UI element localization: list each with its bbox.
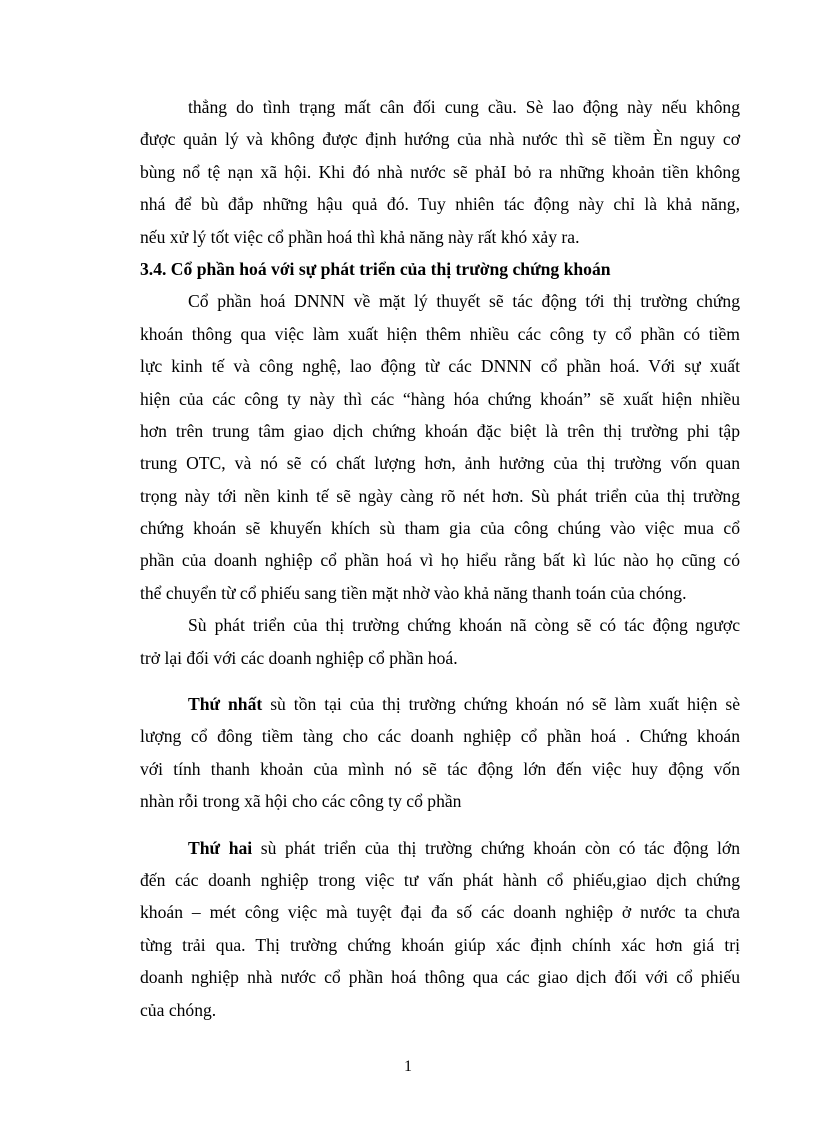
text-line: nếu xử lý tốt việc cổ phần hoá thì khả năng này rất khó xảy ra.: [140, 226, 580, 247]
text-line: trở lại đối với các doanh nghiệp cổ phần hoá.: [140, 647, 458, 668]
text-line: [140, 832, 740, 864]
paragraph: [140, 91, 740, 253]
text-line: được quản lý và không được định hướng của nhà nước thì sẽ tiềm Èn nguy cơ: [140, 129, 740, 150]
text-line: [140, 688, 740, 720]
paragraph: [140, 285, 740, 609]
text-line: của chóng.: [140, 999, 217, 1020]
text-line: doanh nghiệp nhà nước cổ phần hoá thông qua các giao dịch đối với cổ phiếu: [140, 967, 740, 988]
text-line: chứng khoán sẽ khuyến khích sù tham gia của công chúng vào việc mua cổ: [140, 518, 740, 539]
text-line: hiện của các công ty này thì các “hàng hóa chứng khoán” sẽ xuất hiện nhiều: [140, 388, 740, 409]
text-line: lượng cổ đông tiềm tàng cho các doanh nghiệp cổ phần hoá . Chứng khoán: [140, 726, 740, 747]
text-line: đến các doanh nghiệp trong việc tư vấn phát hành cổ phiếu,giao dịch chứng: [140, 869, 740, 890]
bold-lead-text: Thứ nhất: [188, 694, 263, 715]
text-line: nhá để bù đắp những hậu quả đó. Tuy nhiên tác động này chỉ là khả năng,: [140, 194, 740, 215]
text-run: sù tồn tại của thị trường chứng khoán nó sẽ làm xuất hiện sè: [262, 694, 741, 715]
text-line: khoán – mét công việc mà tuyệt đại đa số các doanh nghiệp ở nước ta chưa: [140, 902, 740, 923]
section-heading: 3.4. Cổ phần hoá với sự phát triển của thị trường chứng khoán: [140, 258, 611, 279]
paragraph: [140, 832, 740, 1026]
text-line: Cổ phần hoá DNNN về mặt lý thuyết sẽ tác động tới thị trường chứng: [188, 291, 740, 312]
text-line: trọng này tới nền kinh tế sẽ ngày càng rõ nét hơn. Sù phát triển của thị trường: [140, 485, 740, 506]
text-line: nhàn rỗi trong xã hội cho các công ty cổ phần: [140, 791, 462, 812]
text-line: trung OTC, và nó sẽ có chất lượng hơn, ảnh hưởng của thị trường vốn quan: [140, 453, 740, 474]
text-line: bùng nổ tệ nạn xã hội. Khi đó nhà nước sẽ phảI bỏ ra những khoản tiền không: [140, 161, 740, 182]
text-line: thể chuyển từ cổ phiếu sang tiền mặt nhờ vào khả năng thanh toán của chóng.: [140, 582, 687, 603]
text-line: với tính thanh khoản của mình nó sẽ tác động lớn đến việc huy động vốn: [140, 758, 740, 779]
paragraph-spacing: [140, 674, 740, 688]
paragraph-spacing: [140, 818, 740, 832]
paragraph: [140, 688, 740, 818]
text-line: từng trải qua. Thị trường chứng khoán giúp xác định chính xác hơn giá trị: [140, 934, 740, 955]
paragraph: [140, 609, 740, 674]
text-line: hơn trên trung tâm giao dịch chứng khoán đặc biệt là trên thị trường phi tập: [140, 420, 740, 441]
text-line: khoán thông qua việc làm xuất hiện thêm nhiều các công ty cổ phần có tiềm: [140, 323, 740, 344]
text-run: sù phát triển của thị trường chứng khoán còn có tác động lớn: [252, 837, 740, 858]
document-body: [140, 91, 740, 1026]
text-line: phần của doanh nghiệp cổ phần hoá vì họ hiểu rằng bất kì lúc nào họ cũng có: [140, 550, 740, 571]
page-number: 1: [404, 1058, 412, 1075]
text-line: lực kinh tế và công nghệ, lao động từ các DNNN cổ phần hoá. Với sự xuất: [140, 356, 740, 377]
bold-lead-text: Thứ hai: [188, 837, 253, 858]
text-line: Sù phát triển của thị trường chứng khoán nã còng sẽ có tác động ngược: [188, 615, 740, 636]
text-line: thẳng do tình trạng mất cân đối cung cầu. Sè lao động này nếu không: [188, 97, 740, 117]
